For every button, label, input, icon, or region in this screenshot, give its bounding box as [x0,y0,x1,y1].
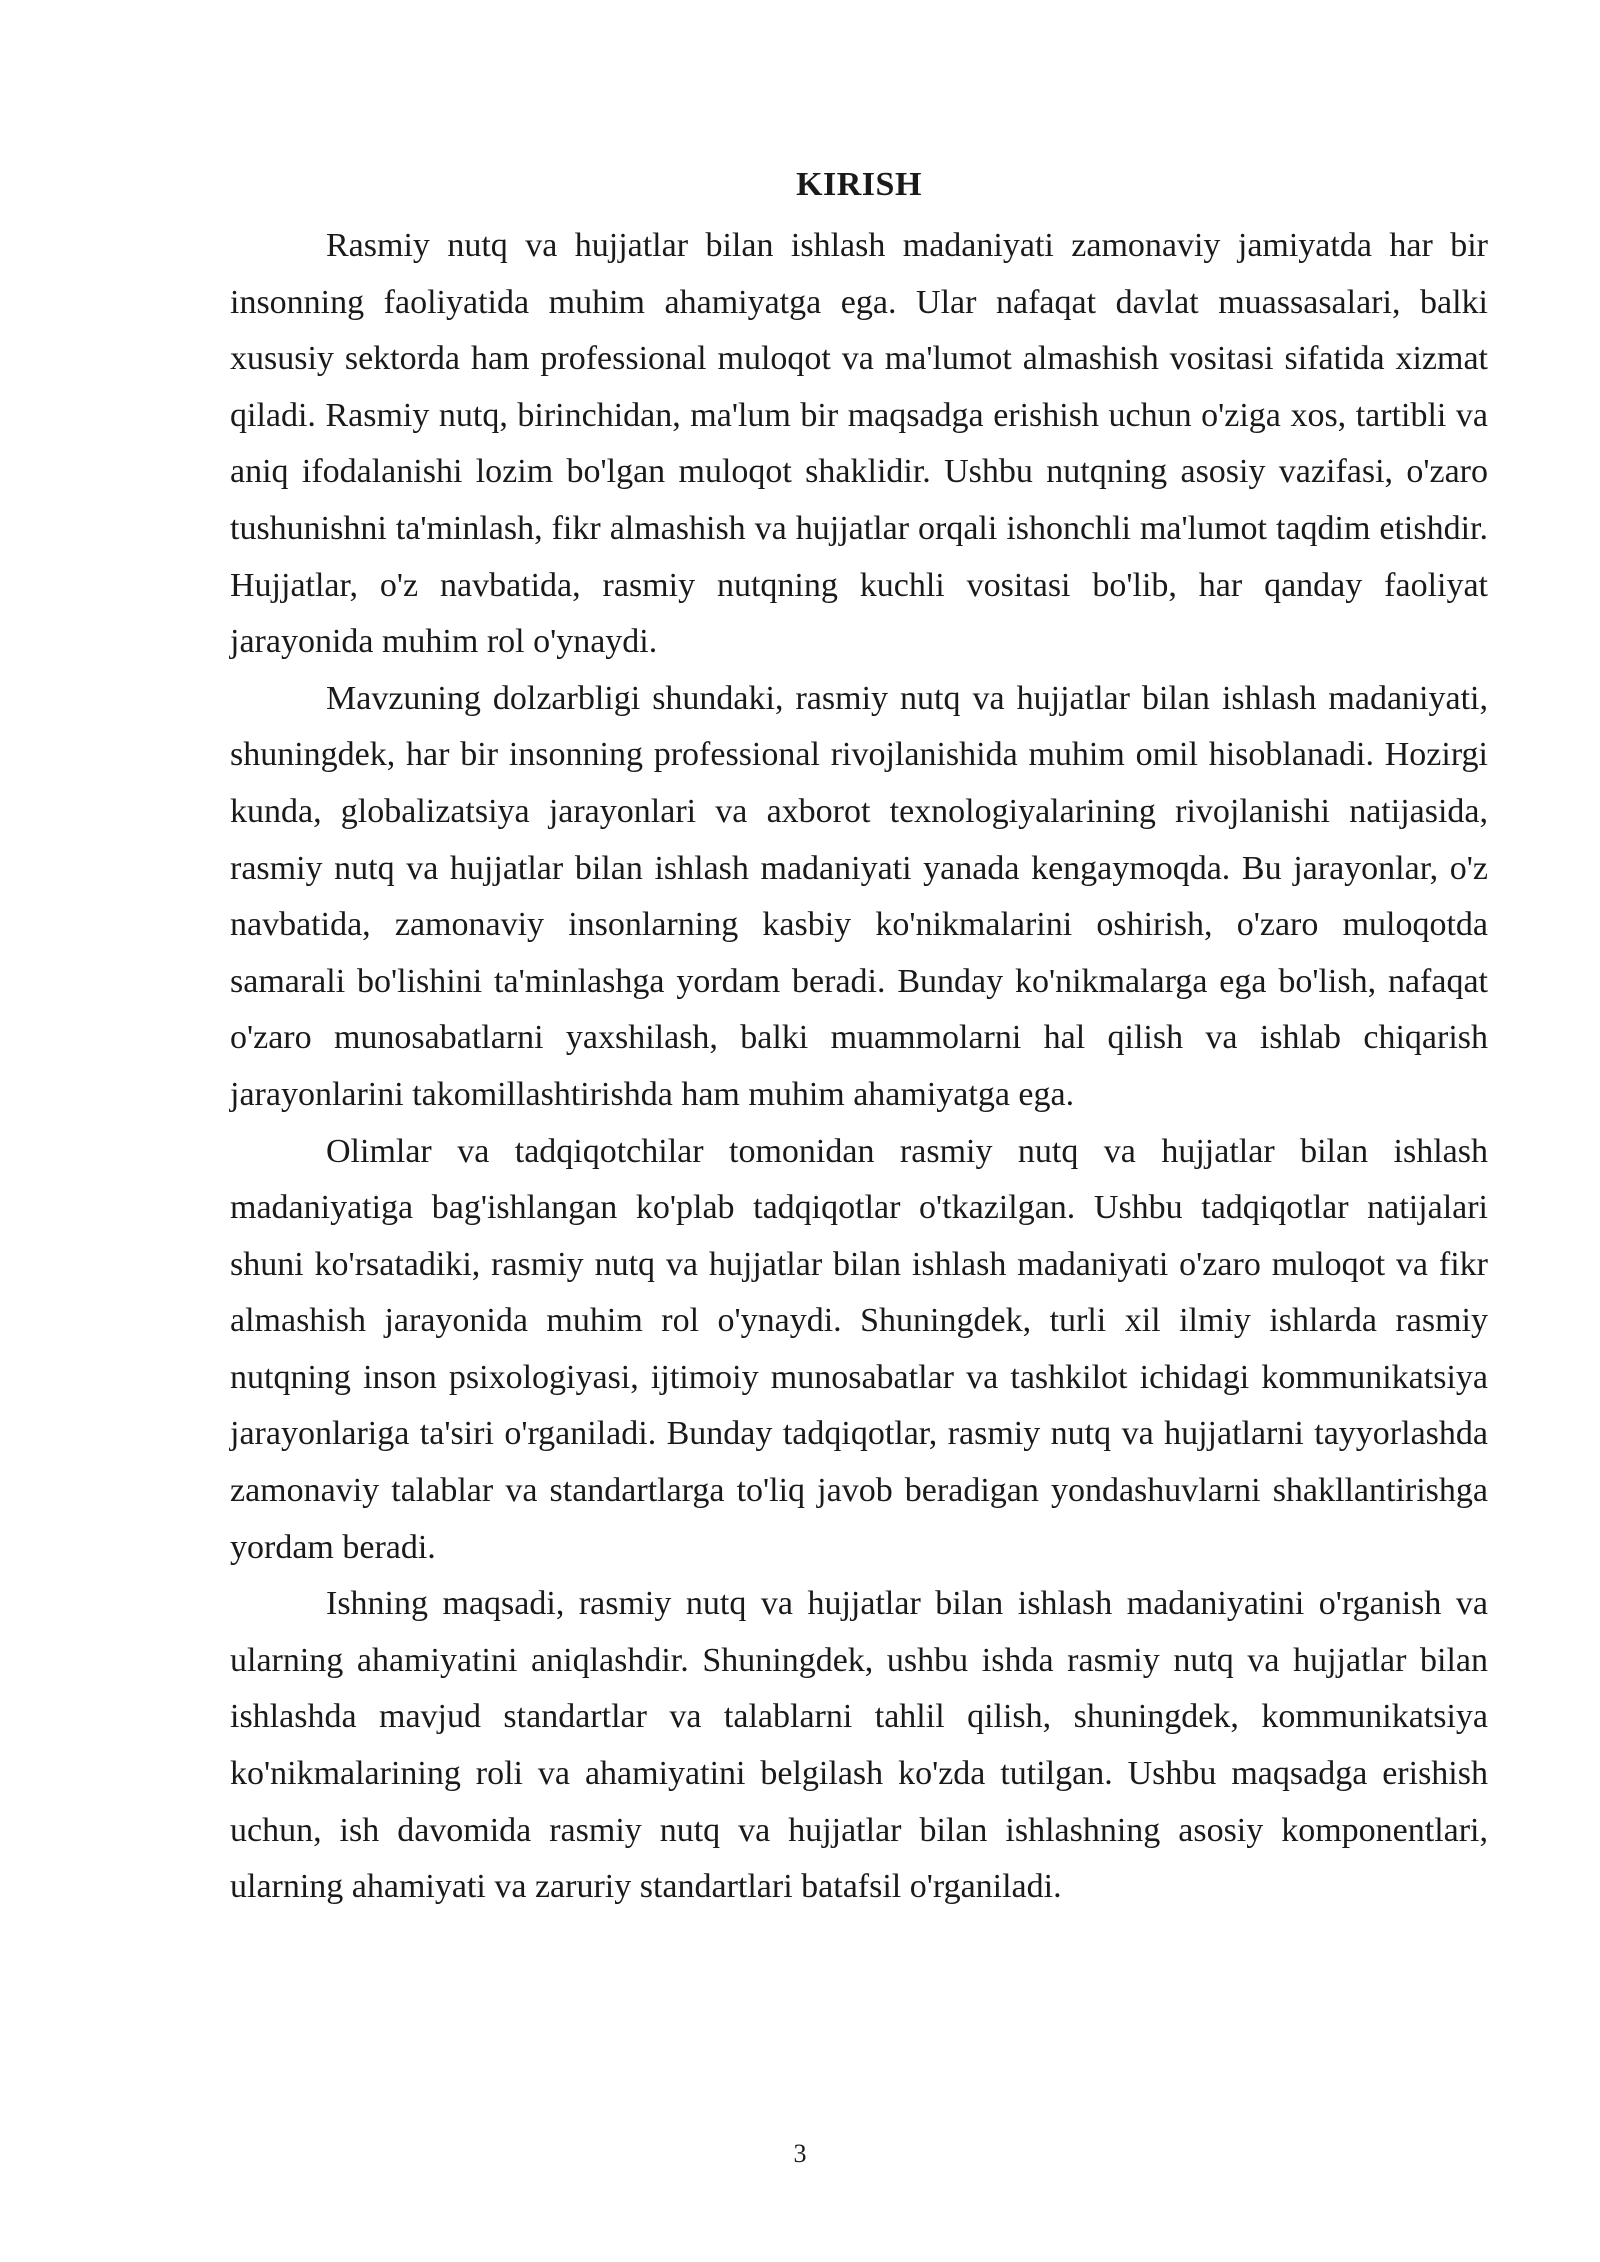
paragraph-research-review: Olimlar va tadqiqotchilar tomonidan rasmiy nutq va hujjatlar bilan ishlash madaniyatiga bag'ishlangan ko'plab tadqiqotlar o'tkazilgan. Ushbu tadqiqotlar natijalari shuni ko'rsatadiki, rasmiy nutq va hujjatlar bilan ishlash madaniyati o'zaro muloqot va fikr almashish jarayonida muhim rol o'ynaydi. Shuningdek, turli xil ilmiy ishlarda rasmiy nutqning inson psixologiyasi, ijtimoiy munosabatlar va tashkilot ichidagi kommunikatsiya jarayonlariga ta'siri o'rganiladi. Bunday tadqiqotlar, rasmiy nutq va hujjatlarni tayyorlashda zamonaviy talablar va standartlarga to'liq javob beradigan yondashuvlarni shakllantirishga yordam beradi. [230,1132,1488,1566]
paragraph-topic-relevance: Mavzuning dolzarbligi shundaki, rasmiy nutq va hujjatlar bilan ishlash madaniyati, shuningdek, har bir insonning professional rivojlanishida muhim omil hisoblanadi. Hozirgi kunda, globalizatsiya jarayonlari va axborot texnologiyalarining rivojlanishi natijasida, rasmiy nutq va hujjatlar bilan ishlash madaniyati yanada kengaymoqda. Bu jarayonlar, o'z navbatida, zamonaviy insonlarning kasbiy ko'nikmalarini oshirish, o'zaro muloqotda samarali bo'lishini ta'minlashga yordam beradi. Bunday ko'nikmalarga ega bo'lish, nafaqat o'zaro munosabatlarni yaxshilash, balki muammolarni hal qilish va ishlab chiqarish jarayonlarini takomillashtirishda ham muhim ahamiyatga ega. [230,679,1488,1113]
paragraph-work-goal: Ishning maqsadi, rasmiy nutq va hujjatlar bilan ishlash madaniyatini o'rganish va ularning ahamiyatini aniqlashdir. Shuningdek, ushbu ishda rasmiy nutq va hujjatlar bilan ishlashda mavjud standartlar va talablarni tahlil qilish, shuningdek, kommunikatsiya ko'nikmalarining roli va ahamiyatini belgilash ko'zda tutilgan. Ushbu maqsadga erishish uchun, ish davomida rasmiy nutq va hujjatlar bilan ishlashning asosiy komponentlari, ularning ahamiyati va zaruriy standartlari batafsil o'rganiladi. [230,1585,1488,1906]
page-number: 3 [793,2139,807,2168]
document-page [230,160,1488,1916]
paragraph-relevance-intro: Rasmiy nutq va hujjatlar bilan ishlash madaniyati zamonaviy jamiyatda har bir insonning faoliyatida muhim ahamiyatga ega. Ular nafaqat davlat muassasalari, balki xususiy sektorda ham professional muloqot va ma'lumot almashish vositasi sifatida xizmat qiladi. Rasmiy nutq, birinchidan, ma'lum bir maqsadga erishish uchun o'ziga xos, tartibli va aniq ifodalanishi lozim bo'lgan muloqot shaklidir. Ushbu nutqning asosiy vazifasi, o'zaro tushunishni ta'minlash, fikr almashish va hujjatlar orqali ishonchli ma'lumot taqdim etishdir. Hujjatlar, o'z navbatida, rasmiy nutqning kuchli vositasi bo'lib, har qanday faoliyat jarayonida muhim rol o'ynaydi. [230,227,1488,661]
section-title: KIRISH [796,166,922,203]
